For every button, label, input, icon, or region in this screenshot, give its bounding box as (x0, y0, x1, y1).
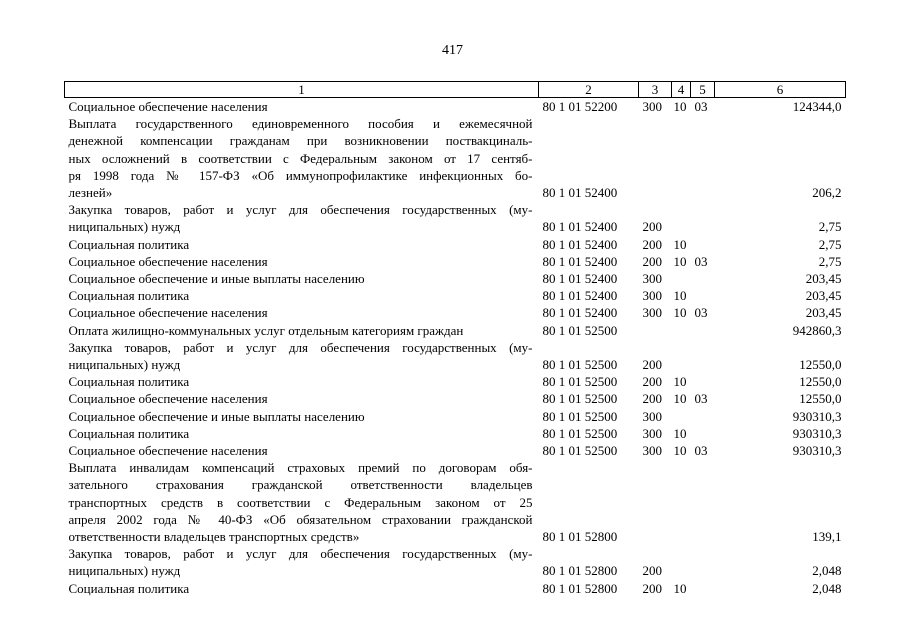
row-target-code: 80 1 01 52400 (542, 271, 618, 287)
row-target-code: 80 1 01 52400 (542, 288, 618, 304)
row-amount: 930310,3 (792, 443, 842, 459)
row-name-line: Социальное обеспечение и иные выплаты населению (68, 408, 365, 424)
row-expense-type: 300 (642, 99, 662, 114)
row-name (65, 459, 539, 545)
header-col-2: 2 (539, 82, 639, 98)
row-amount: 930310,3 (792, 425, 842, 441)
table-row (65, 339, 846, 373)
row-name-line: Социальная политика (68, 236, 190, 252)
row-subsection (691, 425, 715, 442)
row-section (672, 339, 691, 373)
row-amount: 12550,0 (799, 391, 842, 407)
row-amount: 203,45 (805, 305, 842, 321)
row-name-line: Социальная политика (68, 580, 190, 596)
row-target-code: 80 1 01 52500 (542, 357, 618, 373)
row-amount: 12550,0 (799, 374, 842, 390)
header-col-5: 5 (691, 82, 715, 98)
row-name-line: зательного страхования гражданской ответственности владельцев (68, 477, 533, 493)
row-name (65, 270, 539, 287)
row-name-line: транспортных средств в соответствии с Федеральным законом от 25 (68, 494, 533, 510)
row-expense-type: 300 (642, 443, 662, 459)
header-col-4: 4 (672, 82, 691, 98)
table-row (65, 408, 846, 425)
page-number: 417 (442, 43, 463, 58)
row-name-line: ниципальных) нужд (68, 219, 181, 235)
row-amount: 2,048 (812, 580, 842, 596)
row-amount: 942860,3 (792, 322, 842, 338)
row-expense-type: 200 (642, 253, 662, 269)
budget-table (64, 81, 846, 597)
row-name-line: Закупка товаров, работ и услуг для обеспечения государственных (му- (68, 202, 533, 218)
row-expense-type: 200 (642, 236, 662, 252)
row-name-line: Социальное обеспечение населения (68, 305, 268, 321)
table-body (65, 98, 846, 597)
row-target-code: 80 1 01 52200 (542, 99, 618, 114)
row-name (65, 98, 539, 116)
row-name (65, 425, 539, 442)
row-expense-type: 300 (642, 271, 662, 287)
row-name-line: Социальное обеспечение и иные выплаты населению (68, 271, 365, 287)
row-section (672, 459, 691, 545)
row-expense-type (639, 115, 672, 201)
row-subsection (691, 339, 715, 373)
row-amount: 203,45 (805, 271, 842, 287)
header-row (65, 82, 846, 98)
header-col-3: 3 (639, 82, 672, 98)
row-name-line: апреля 2002 года № 40-ФЗ «Об обязательном страховании гражданской (68, 511, 533, 527)
row-name (65, 390, 539, 407)
row-expense-type: 200 (642, 357, 662, 373)
row-subsection (691, 236, 715, 253)
row-name (65, 373, 539, 390)
header-col-6: 6 (715, 82, 846, 98)
table-row (65, 390, 846, 407)
table-row (65, 580, 846, 597)
row-expense-type: 200 (642, 391, 662, 407)
row-target-code: 80 1 01 52500 (542, 443, 618, 459)
row-target-code: 80 1 01 52400 (542, 219, 618, 235)
row-name (65, 304, 539, 321)
row-name-line: лезней» (68, 185, 113, 201)
row-name-line: денежной компенсации гражданам при возникновении поствакциналь- (68, 133, 533, 149)
row-subsection: 03 (694, 391, 708, 407)
table-row (65, 98, 846, 116)
row-amount: 203,45 (805, 288, 842, 304)
row-name-line: ниципальных) нужд (68, 563, 181, 579)
row-amount: 124344,0 (792, 99, 842, 114)
row-name-line: ных осложнений в соответствии с Федеральным законом от 17 сентяб- (68, 150, 533, 166)
row-target-code: 80 1 01 52400 (542, 185, 618, 201)
row-amount: 139,1 (812, 529, 842, 545)
row-amount: 12550,0 (799, 357, 842, 373)
row-target-code: 80 1 01 52400 (542, 236, 618, 252)
row-target-code: 80 1 01 52500 (542, 322, 618, 338)
row-section (672, 115, 691, 201)
row-target-code: 80 1 01 52500 (542, 408, 618, 424)
table-row (65, 253, 846, 270)
row-name-line: Социальная политика (68, 374, 190, 390)
row-subsection (691, 201, 715, 235)
row-expense-type (639, 459, 672, 545)
row-section (672, 408, 691, 425)
table-row (65, 442, 846, 459)
row-name-line: Выплата инвалидам компенсаций страховых премий по договорам обя- (68, 460, 533, 476)
row-amount: 2,75 (818, 236, 842, 252)
row-name-line: Оплата жилищно-коммунальных услуг отдельным категориям граждан (68, 322, 464, 338)
row-subsection (691, 459, 715, 545)
row-name (65, 201, 539, 235)
row-section: 10 (673, 305, 687, 321)
row-expense-type: 200 (642, 219, 662, 235)
row-section (672, 201, 691, 235)
row-expense-type: 300 (642, 288, 662, 304)
row-target-code: 80 1 01 52500 (542, 374, 618, 390)
row-subsection: 03 (694, 253, 708, 269)
table-row (65, 115, 846, 201)
table-row (65, 236, 846, 253)
row-target-code: 80 1 01 52500 (542, 391, 618, 407)
row-name (65, 115, 539, 201)
row-amount: 2,048 (812, 563, 842, 579)
row-target-code: 80 1 01 52800 (542, 563, 618, 579)
row-subsection (691, 545, 715, 579)
row-name-line: Социальная политика (68, 425, 190, 441)
row-subsection (691, 322, 715, 339)
row-amount: 930310,3 (792, 408, 842, 424)
row-subsection: 03 (694, 443, 708, 459)
row-name (65, 253, 539, 270)
row-name-line: Закупка товаров, работ и услуг для обеспечения государственных (му- (68, 339, 533, 355)
row-name (65, 408, 539, 425)
row-section (672, 270, 691, 287)
row-expense-type: 300 (642, 305, 662, 321)
row-expense-type: 300 (642, 425, 662, 441)
row-name-line: ря 1998 года № 157-ФЗ «Об иммунопрофилактике инфекционных бо- (68, 167, 533, 183)
row-name-line: ответственности владельцев транспортных средств» (68, 529, 360, 545)
row-target-code: 80 1 01 52800 (542, 529, 618, 545)
row-name (65, 442, 539, 459)
row-expense-type: 300 (642, 408, 662, 424)
row-amount: 2,75 (818, 219, 842, 235)
row-name (65, 545, 539, 579)
row-section (672, 322, 691, 339)
table-row (65, 287, 846, 304)
row-expense-type: 200 (642, 563, 662, 579)
row-subsection (691, 115, 715, 201)
row-expense-type (639, 322, 672, 339)
row-name-line: ниципальных) нужд (68, 357, 181, 373)
row-name-line: Социальная политика (68, 288, 190, 304)
row-amount: 206,2 (812, 185, 842, 201)
table-row (65, 270, 846, 287)
table-row (65, 545, 846, 579)
row-subsection (691, 270, 715, 287)
row-section: 10 (673, 236, 687, 252)
row-subsection (691, 287, 715, 304)
row-subsection: 03 (694, 305, 708, 321)
row-name-line: Социальное обеспечение населения (68, 391, 268, 407)
row-section (672, 545, 691, 579)
row-name-line: Выплата государственного единовременного пособия и ежемесячной (68, 116, 533, 132)
row-section: 10 (673, 391, 687, 407)
row-section: 10 (673, 425, 687, 441)
row-name-line: Социальное обеспечение населения (68, 99, 268, 114)
row-name-line: Социальное обеспечение населения (68, 443, 268, 459)
table-row (65, 304, 846, 321)
table-row (65, 201, 846, 235)
row-name (65, 322, 539, 339)
row-section: 10 (673, 443, 687, 459)
row-target-code: 80 1 01 52400 (542, 305, 618, 321)
row-subsection (691, 373, 715, 390)
row-expense-type: 200 (642, 580, 662, 596)
row-name (65, 287, 539, 304)
row-target-code: 80 1 01 52800 (542, 580, 618, 596)
table-row (65, 322, 846, 339)
table-row (65, 373, 846, 390)
table-row (65, 425, 846, 442)
row-subsection (691, 580, 715, 597)
header-col-1: 1 (65, 82, 539, 98)
row-amount: 2,75 (818, 253, 842, 269)
row-section: 10 (673, 374, 687, 390)
row-name-line: Социальное обеспечение населения (68, 253, 268, 269)
table-header (65, 82, 846, 98)
row-subsection: 03 (694, 99, 708, 114)
row-section: 10 (673, 580, 687, 596)
row-name (65, 339, 539, 373)
row-section: 10 (673, 99, 687, 114)
row-target-code: 80 1 01 52400 (542, 253, 618, 269)
row-section: 10 (673, 288, 687, 304)
row-name (65, 580, 539, 597)
row-expense-type: 200 (642, 374, 662, 390)
row-name (65, 236, 539, 253)
row-subsection (691, 408, 715, 425)
row-name-line: Закупка товаров, работ и услуг для обеспечения государственных (му- (68, 546, 533, 562)
table-row (65, 459, 846, 545)
row-target-code: 80 1 01 52500 (542, 425, 618, 441)
row-section: 10 (673, 253, 687, 269)
